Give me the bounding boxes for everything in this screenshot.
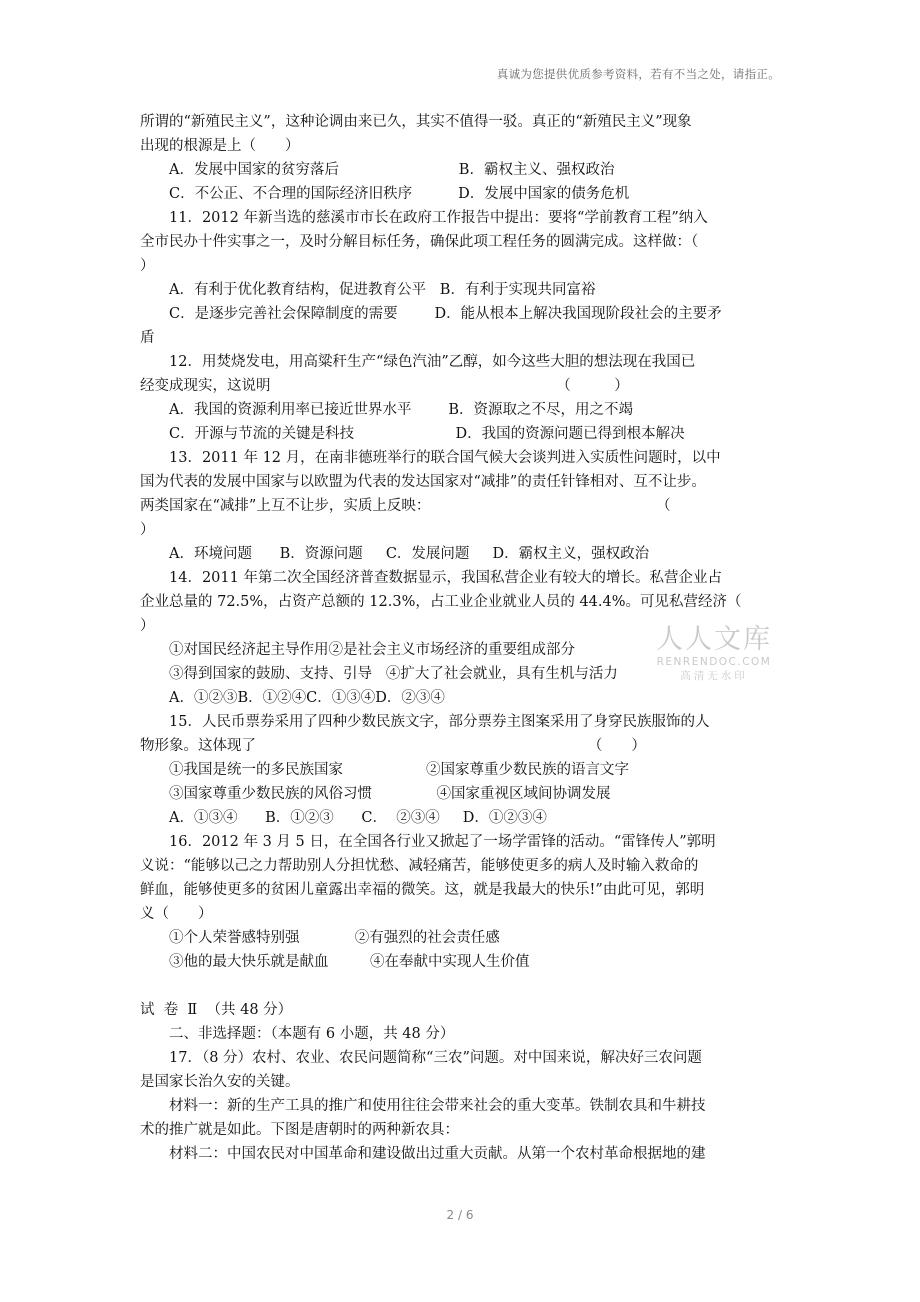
text-line: 国为代表的发展中国家与以欧盟为代表的发达国家对“减排”的责任针锋相对、互不让步。 — [140, 474, 706, 490]
text-line: 义（ ） — [140, 906, 213, 922]
option-line: C．开源与节流的关键是科技 D．我国的资源问题已得到根本解决 — [169, 426, 685, 442]
watermark — [654, 624, 774, 683]
text-line: 盾 — [140, 330, 155, 346]
watermark-title: 人人文库 — [656, 624, 772, 655]
text-line: 经变成现实，这说明 （ ） — [140, 378, 629, 394]
option-line: A．①③④ B．①②③ C． ②③④ D．①②③④ — [169, 810, 547, 826]
statement-line: ③得到国家的鼓励、支持、引导 ④扩大了社会就业，具有生机与活力 — [169, 666, 618, 682]
text-line: 企业总量的 72.5%，占资产总额的 12.3%，占工业企业就业人员的 44.4%。可见私营经济（ — [140, 594, 742, 610]
blank-line — [140, 974, 782, 998]
option-line: C．不公正、不合理的国际经济旧秩序 D．发展中国家的债务危机 — [169, 186, 630, 202]
option-line: A．我国的资源利用率已接近世界水平 B．资源取之不尽，用之不竭 — [169, 402, 633, 418]
option-line: A．发展中国家的贫穷落后 B．霸权主义、强权政治 — [169, 162, 615, 178]
statement-line: ①个人荣誉感特别强 ②有强烈的社会责任感 — [169, 930, 500, 946]
page-number: 2 / 6 — [446, 1208, 474, 1222]
material-line: 材料一：新的生产工具的推广和使用往往会带来社会的重大变革。铁制农具和牛耕技 — [169, 1098, 706, 1114]
option-line: C．是逐步完善社会保障制度的需要 D．能从根本上解决我国现阶段社会的主要矛 — [169, 306, 722, 322]
question-17: 17．（8 分）农村、农业、农民问题简称“三农”问题。对中国来说，解决好三农问题 — [169, 1050, 702, 1066]
text-line: 鲜血，能够使更多的贫困儿童露出幸福的微笑。这，就是我最大的快乐!”由此可见，郭明 — [140, 882, 705, 898]
question-11: 11．2012 年新当选的慈溪市市长在政府工作报告中提出：要将“学前教育工程”纳入 — [169, 210, 708, 226]
question-12: 12．用焚烧发电，用高粱秆生产“绿色汽油”乙醇，如今这些大胆的想法现在我国已 — [169, 354, 696, 370]
statement-line: ③国家尊重少数民族的风俗习惯 ④国家重视区域间协调发展 — [169, 786, 611, 802]
question-15: 15．人民币票券采用了四种少数民族文字，部分票券主图案采用了身穿民族服饰的人 — [169, 714, 710, 730]
text-line: 义说：“能够以己之力帮助别人分担忧愁、减轻痛苦，能够使更多的病人及时输入救命的 — [140, 858, 699, 874]
text-line: ） — [140, 618, 155, 634]
option-line: A．①②③B．①②④C．①③④D．②③④ — [169, 690, 445, 706]
question-13: 13．2011 年 12 月，在南非德班举行的联合国气候大会谈判进入实质性问题时，以中 — [169, 450, 721, 466]
statement-line: ①我国是统一的多民族国家 ②国家尊重少数民族的语言文字 — [169, 762, 629, 778]
question-16: 16．2012 年 3 月 5 日，在全国各行业又掀起了一场学雷锋的活动。“雷锋传人”郭明 — [169, 834, 716, 850]
question-14: 14．2011 年第二次全国经济普查数据显示，我国私营企业有较大的增长。私营企业占 — [169, 570, 722, 586]
watermark-url: RENRENDOC.COM — [656, 656, 772, 668]
section-title: 试 卷 Ⅱ （共 48 分） — [140, 1002, 293, 1018]
section-subtitle: 二、非选择题：（本题有 6 小题，共 48 分） — [169, 1026, 455, 1042]
text-line: 所谓的“新殖民主义”，这种论调由来已久，其实不值得一驳。真正的“新殖民主义”现象 — [140, 114, 692, 130]
text-line: 术的推广就是如此。下图是唐朝时的两种新农具： — [140, 1122, 459, 1138]
text-line: 两类国家在“减排”上互不让步，实质上反映： （ — [140, 498, 671, 514]
watermark-subtitle: 高清无水印 — [680, 670, 748, 682]
statement-line: ①对国民经济起主导作用②是社会主义市场经济的重要组成部分 — [169, 642, 575, 658]
text-line: 是国家长治久安的关键。 — [140, 1074, 300, 1090]
text-line: ） — [140, 522, 155, 538]
option-line: A．有利于优化教育结构，促进教育公平 B．有利于实现共同富裕 — [169, 282, 596, 298]
text-line: ） — [140, 258, 155, 274]
header-note: 真诚为您提供优质参考资料，若有不当之处，请指正。 — [496, 67, 780, 81]
material-line: 材料二：中国农民对中国革命和建设做出过重大贡献。从第一个农村革命根据地的建 — [169, 1146, 706, 1162]
text-line: 全市民办十件实事之一，及时分解目标任务，确保此项工程任务的圆满完成。这样做：（ — [140, 234, 699, 250]
text-line: 物形象。这体现了 （ ） — [140, 738, 646, 754]
option-line: A．环境问题 B．资源问题 C．发展问题 D．霸权主义，强权政治 — [169, 546, 650, 562]
text-line: 出现的根源是上（ ） — [140, 138, 300, 154]
statement-line: ③他的最大快乐就是献血 ④在奉献中实现人生价值 — [169, 954, 530, 970]
